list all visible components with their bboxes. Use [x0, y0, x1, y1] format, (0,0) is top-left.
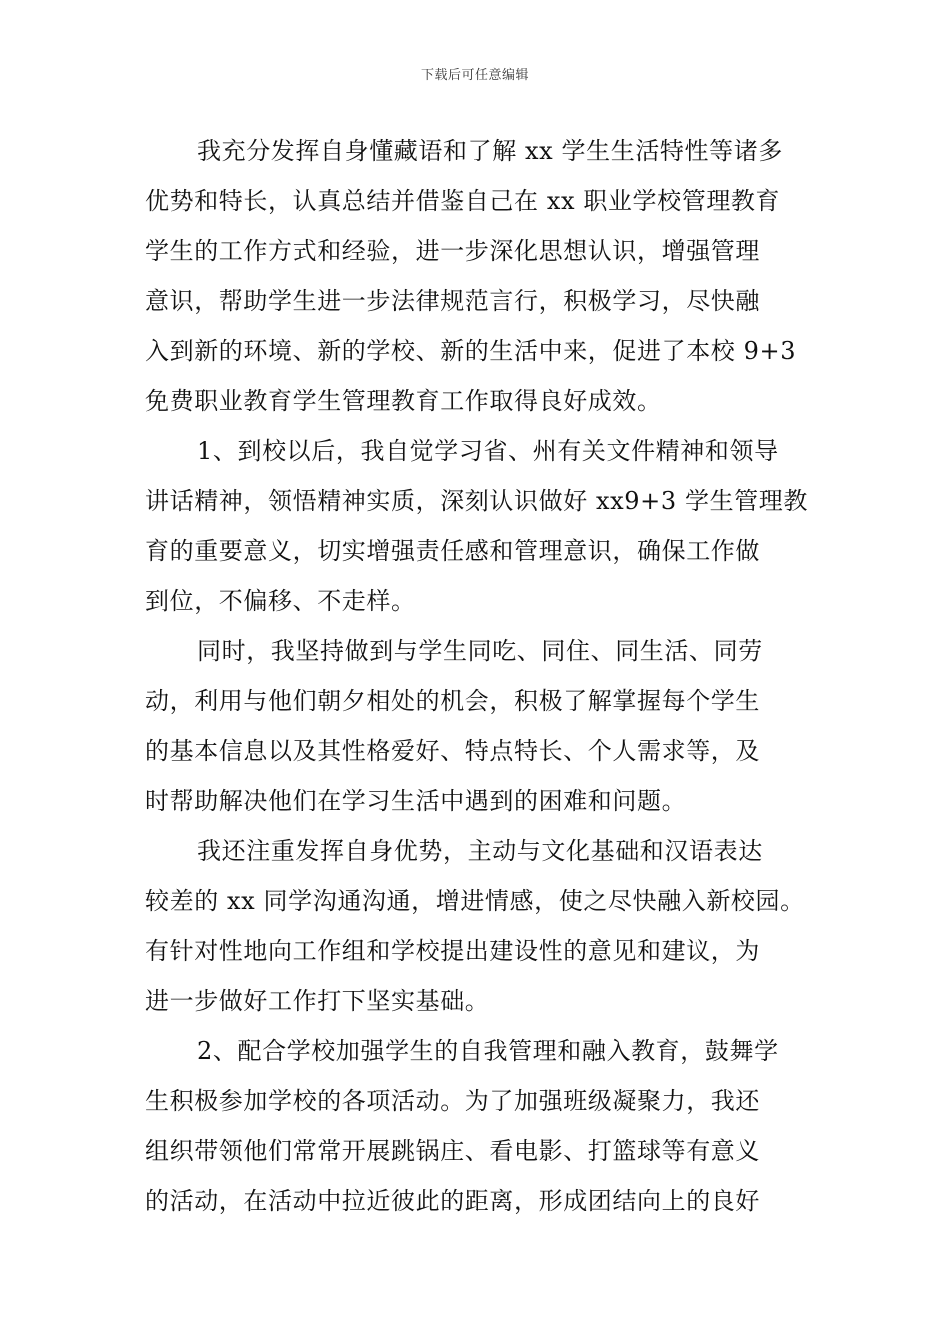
document-body — [145, 126, 808, 1226]
paragraph-line: 学生的工作方式和经验，进一步深化思想认识，增强管理 — [145, 237, 760, 265]
paragraph-line: 育的重要意义，切实增强责任感和管理意识，确保工作做 — [145, 537, 760, 565]
paragraph-line: 动，利用与他们朝夕相处的机会，积极了解掌握每个学生 — [145, 687, 760, 715]
page-header-note: 下载后可任意编辑 — [420, 68, 529, 83]
paragraph-line: 有针对性地向工作组和学校提出建设性的意见和建议，为 — [145, 937, 760, 965]
paragraph-line: 意识，帮助学生进一步法律规范言行，积极学习，尽快融 — [145, 287, 760, 315]
paragraph-line: 进一步做好工作打下坚实基础。 — [145, 987, 490, 1015]
paragraph-line: 的活动，在活动中拉近彼此的距离，形成团结向上的良好 — [145, 1187, 760, 1215]
paragraph-line: 同时，我坚持做到与学生同吃、同住、同生活、同劳 — [197, 637, 763, 665]
paragraph-line: 我充分发挥自身懂藏语和了解 xx 学生生活特性等诸多 — [197, 137, 783, 165]
paragraph-line: 生积极参加学校的各项活动。为了加强班级凝聚力，我还 — [145, 1087, 760, 1115]
paragraph-line: 优势和特长，认真总结并借鉴自己在 xx 职业学校管理教育 — [145, 187, 781, 215]
paragraph-line: 我还注重发挥自身优势，主动与文化基础和汉语表达 — [197, 837, 763, 865]
paragraph-line: 入到新的环境、新的学校、新的生活中来，促进了本校 9+3 — [145, 337, 797, 365]
paragraph-line: 1、到校以后，我自觉学习省、州有关文件精神和领导 — [197, 437, 779, 465]
paragraph-line: 较差的 xx 同学沟通沟通，增进情感，使之尽快融入新校园。 — [145, 887, 805, 915]
paragraph-line: 到位，不偏移、不走样。 — [145, 587, 416, 615]
paragraph-line: 免费职业教育学生管理教育工作取得良好成效。 — [145, 387, 662, 415]
paragraph-line: 讲话精神，领悟精神实质，深刻认识做好 xx9+3 学生管理教 — [145, 487, 808, 515]
paragraph-line: 时帮助解决他们在学习生活中遇到的困难和问题。 — [145, 787, 687, 815]
paragraph-line: 的基本信息以及其性格爱好、特点特长、个人需求等，及 — [145, 737, 760, 765]
paragraph-line: 组织带领他们常常开展跳锅庄、看电影、打篮球等有意义 — [145, 1137, 760, 1165]
paragraph-line: 2、配合学校加强学生的自我管理和融入教育，鼓舞学 — [197, 1037, 779, 1065]
